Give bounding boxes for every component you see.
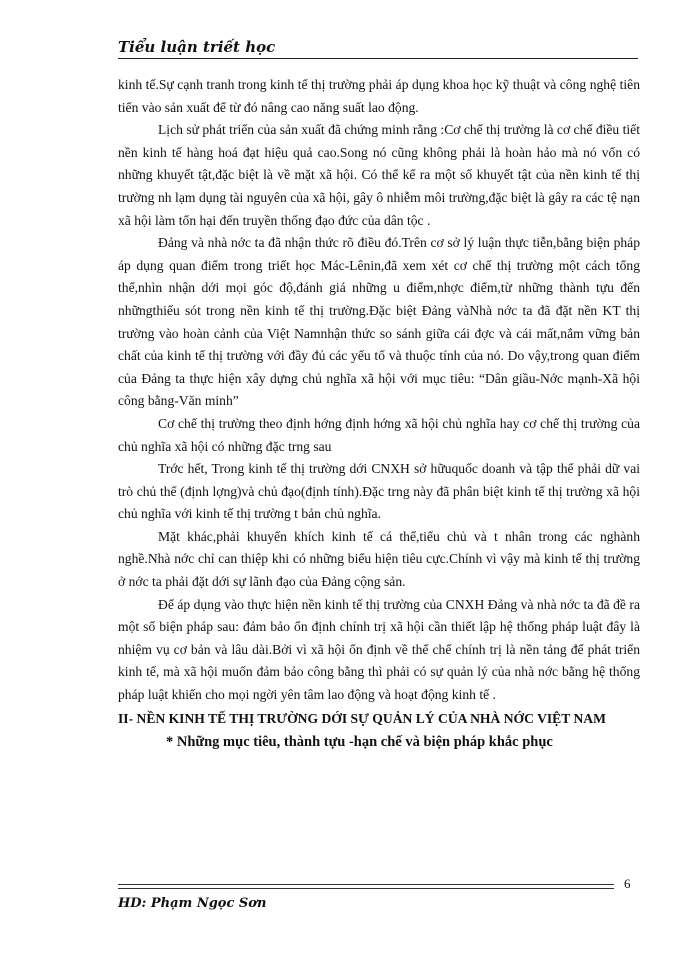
- header-rule: [118, 58, 638, 59]
- page-number: 6: [624, 876, 631, 891]
- sub-heading: * Những mục tiêu, thành tựu -hạn chế và biện pháp khắc phục: [166, 733, 553, 750]
- section-heading: II- NỀN KINH TẾ THỊ TRƯỜNG DỚI SỰ QUẢN LÝ CỦA NHÀ NỚC VIỆT NAM: [118, 710, 606, 726]
- paragraph-2: Lịch sử phát triển của sản xuất đã chứng minh rằng :Cơ chế thị trường là cơ chế điều tiết nền kinh tế hàng hoá đạt hiệu quả cao.Song nó cũng không phải là hoàn hảo mà nó vốn có những khuyết tật,đặc biệt là về mặt xã hội. Có thể kể ra một số khuyết tật của nền kinh tế thị trường nh lạm dụng tài nguyên của xã hội, gây ô nhiễm môi trường,đặc biệt là gây ra các tệ nạn xã hội làm tổn hại đến truyền thống đạo đức của dân tộc .: [118, 122, 640, 228]
- footer-rule-bottom: [118, 888, 614, 889]
- document-body: [118, 74, 640, 753]
- paragraph-1: kinh tế.Sự cạnh tranh trong kinh tế thị trường phải áp dụng khoa học kỹ thuật và công nghệ tiên tiến vào sản xuất để từ đó nâng cao năng suất lao động.: [118, 77, 640, 115]
- paragraph-5: Trớc hết, Trong kinh tế thị trường dới CNXH sở hữuquốc doanh và tập thể phải dữ vai trò chủ thể (định lợng)và chủ đạo(định tính).Đặc trng này đã phân biệt kinh tế thị trường xã hội chủ nghĩa với kinh tế thị trường t bản chủ nghĩa.: [118, 461, 640, 522]
- paragraph-7: Để áp dụng vào thực hiện nền kinh tế thị trường của CNXH Đảng và nhà nớc ta đã đề ra một số biện pháp sau: đảm bảo ổn định chính trị xã hội cần thiết lập hệ thống pháp luật đây là nhiệm vụ cơ bản và lâu dài.Bởi vì xã hội ổn định về thể chế chính trị là nền tảng để phát triển kinh tế, mà xã hội muốn đảm bảo công bằng thì phải có sự quản lý của nhà nớc bằng hệ thống pháp luật khiến cho mọi ngời yên tâm lao động và hoạt động kinh tế .: [118, 596, 640, 703]
- paragraph-4: Cơ chế thị trường theo định hớng định hớng xã hội chủ nghĩa hay cơ chế thị trường của chủ nghĩa xã hội có những đặc trng sau: [118, 415, 640, 454]
- paragraph-3: Đảng và nhà nớc ta đã nhận thức rõ điều đó.Trên cơ sở lý luận thực tiễn,bằng biện pháp áp dụng quan điểm trong triết học Mác-Lênin,đã xem xét cơ chế thị trường một cách tổng thể,nhìn nhận dới mọi góc độ,đánh giá những u điểm,nhợc điểm,từ những thành tựu đến nhữngthiếu sót trong nền kinh tế thị trường.Đặc biệt Đảng vàNhà nớc ta đã đặt nền KT thị trường vào hoàn cảnh của Việt Namnhận thức so sánh giữa cái đợc và cái mất,nắm vững bản chất của kinh tế thị trường với đầy đủ các yếu tố và thuộc tính của nó. Do vậy,trong quan điểm của Đảng ta thực hiện xây dựng chủ nghĩa xã hội với mục tiêu: “Dân giầu-Nớc mạnh-Xã hội công bằng-Văn minh”: [118, 235, 640, 409]
- page-header-title: Tiểu luận triết học: [118, 38, 276, 56]
- paragraph-6: Mặt khác,phải khuyến khích kinh tế cá thể,tiểu chủ và t nhân trong các nghành nghề.Nhà nớc chỉ can thiệp khi có những biểu hiện tiêu cực.Chính vì vậy mà kinh tế thị trường ở nớc ta phải đặt dới sự lãnh đạo của Đảng cộng sản.: [118, 528, 640, 590]
- footer-rule-top: [118, 884, 614, 885]
- footer-author: HD: Phạm Ngọc Sơn: [118, 896, 267, 911]
